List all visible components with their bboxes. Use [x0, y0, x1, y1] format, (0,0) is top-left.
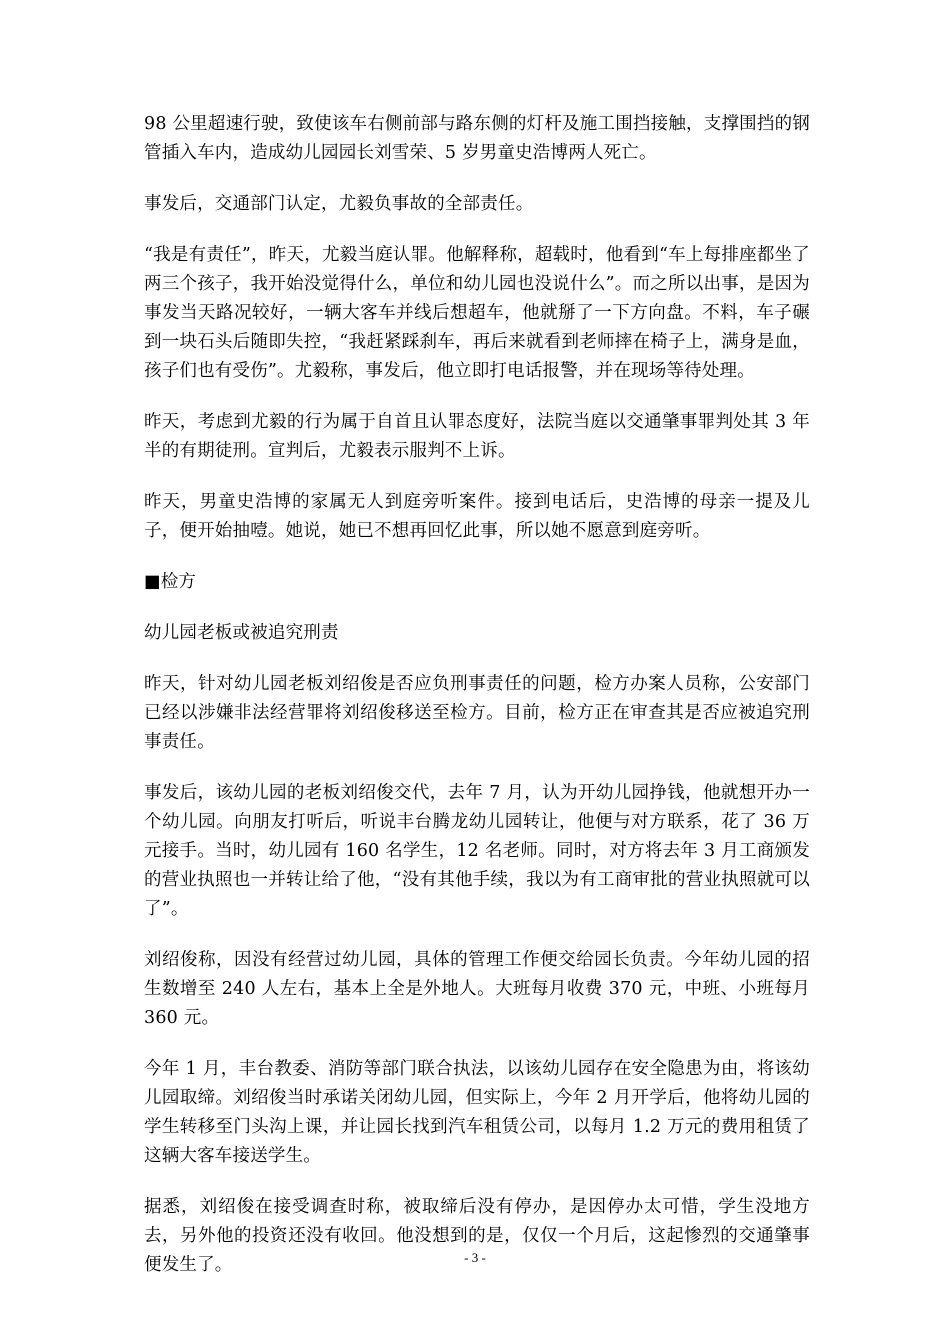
paragraph: 事发后，交通部门认定，尤毅负事故的全部责任。: [144, 194, 534, 214]
paragraph: 据悉，刘绍俊在接受调查时称，被取缔后没有停办，是因停办太可惜，学生没地方去，另外他的投资还没有收回。他没想到的是，仅仅一个月后，这起惨烈的交通肇事便发生了。: [144, 1197, 810, 1275]
paragraph: “我是有责任”，昨天，尤毅当庭认罪。他解释称，超载时，他看到“车上每排座都坐了两三个孩子，我开始没觉得什么，单位和幼儿园也没说什么”。而之所以出事，是因为事发当天路况较好，一辆大客车并线后想超车，他就掰了一下方向盘。不料，车子碾到一块石头后随即失控，“我赶紧踩刹车，再后来就看到老师摔在椅子上，满身是血，孩子们也有受伤”。尤毅称，事发后，他立即打电话报警，并在现场等待处理。: [144, 245, 810, 381]
section-title: 幼儿园老板或被追究刑责: [144, 623, 339, 643]
paragraph: 98 公里超速行驶，致使该车右侧前部与路东侧的灯杆及施工围挡接触，支撑围挡的钢管插入车内，造成幼儿园园长刘雪荣、5 岁男童史浩博两人死亡。: [144, 114, 810, 163]
paragraph: 事发后，该幼儿园的老板刘绍俊交代，去年 7 月，认为开幼儿园挣钱，他就想开办一个幼儿园。向朋友打听后，听说丰台腾龙幼儿园转让，他便与对方联系，花了 36 万元接手。当时，幼儿园有 160 名学生，12 名老师。同时，对方将去年 3 月工商颁发的营业执照也一并转让给了他，“没有其他手续，我以为有工商审批的营业执照就可以了”。: [144, 783, 810, 919]
page-number: - 3 -: [464, 1250, 486, 1265]
section-marker: ■检方: [144, 572, 197, 592]
paragraph: 刘绍俊称，因没有经营过幼儿园，具体的管理工作便交给园长负责。今年幼儿园的招生数增至 240 人左右，基本上全是外地人。大班每月收费 370 元，中班、小班每月 360 元。: [144, 950, 810, 1028]
paragraph: 昨天，考虑到尤毅的行为属于自首且认罪态度好，法院当庭以交通肇事罪判处其 3 年半的有期徒刑。宣判后，尤毅表示服判不上诉。: [144, 412, 810, 461]
paragraph: 昨天，针对幼儿园老板刘绍俊是否应负刑事责任的问题，检方办案人员称，公安部门已经以涉嫌非法经营罪将刘绍俊移送至检方。目前，检方正在审查其是否应被追究刑事责任。: [144, 674, 810, 752]
document-body: [144, 110, 810, 1302]
paragraph: 昨天，男童史浩博的家属无人到庭旁听案件。接到电话后，史浩博的母亲一提及儿子，便开始抽噎。她说，她已不想再回忆此事，所以她不愿意到庭旁听。: [144, 492, 810, 541]
paragraph: 今年 1 月，丰台教委、消防等部门联合执法，以该幼儿园存在安全隐患为由，将该幼儿园取缔。刘绍俊当时承诺关闭幼儿园，但实际上，今年 2 月开学后，他将幼儿园的学生转移至门头沟上课，并让园长找到汽车租赁公司，以每月 1.2 万元的费用租赁了这辆大客车接送学生。: [144, 1059, 810, 1166]
